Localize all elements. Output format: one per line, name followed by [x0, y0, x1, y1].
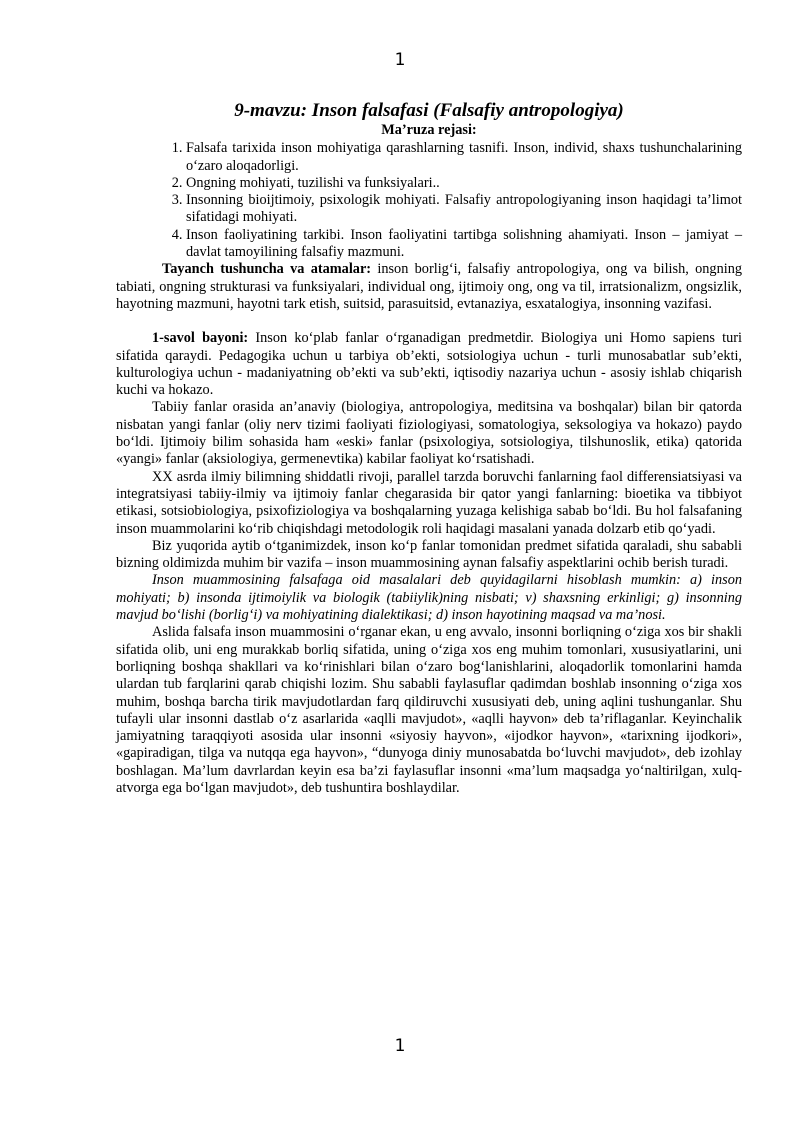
plan-item: 3. Insonning bioijtimoiy, psixologik mohiyati. Falsafiy antropologiyaning inson haqidagi ta’limot sifatidagi mohiyati.	[186, 192, 742, 227]
paragraph: Biz yuqorida aytib o‘tganimizdek, inson ko‘p fanlar tomonidan predmet sifatida qaraladi, shu sababli bizning oldimizda muhim bir vazifa – inson muammosining aynan falsafiy aspektlarini ochib berish turadi.	[116, 537, 742, 572]
plan-list	[116, 140, 742, 261]
plan-item: 2. Ongning mohiyati, tuzilishi va funksiyalari..	[186, 175, 742, 192]
spacer	[116, 313, 742, 330]
plan-heading: Ma’ruza rejasi:	[381, 122, 477, 138]
page-number-top: 1	[394, 50, 406, 70]
paragraph: Tabiiy fanlar orasida an’anaviy (biologiya, antropologiya, meditsina va boshqalar) bilan bir qatorda nisbatan yangi fanlar (oliy nerv tizimi faoliyati fiziologiyasi, somatologiya, seksologiya va hokazo) paydo bo‘ldi. Ijtimoiy bilim sohasida ham «eski» fanlar (psixologiya, sotsiologiya, tilshunoslik, etika) qatorida «yangi» fanlar (aksiologiya, germenevtika) kabilar faoliyat ko‘rsatishadi.	[116, 399, 742, 468]
page-title: 9-mavzu: Inson falsafasi (Falsafiy antropologiya)	[234, 100, 624, 121]
plan-item: 4. Inson faoliyatining tarkibi. Inson faoliyatini tartibga solishning ahamiyati. Inson – jamiyat – davlat tamoyilining falsafiy mazmuni.	[186, 227, 742, 262]
key-terms-paragraph	[116, 261, 742, 313]
page-number-bottom: 1	[394, 1036, 406, 1056]
paragraph-text: Inson ko‘plab fanlar o‘rganadigan predmetdir. Biologiya uni Homo sapiens turi sifatida qaraydi. Pedagogika uchun u tarbiya ob’ekti, sotsiologiya uchun - turli munosabatlar sub’ekti, kulturologiya uchun - madaniyatning ob’ekti va sub’ekti, iqtisodiy nazariya uchun - asosiy ishlab chiqarish kuchi va hokazo.	[116, 330, 743, 399]
key-terms-text: inson borlig‘i, falsafiy antropologiya, ong va bilish, ongning tabiati, ongning strukturasi va funksiyalari, individual ong, ijtimoiy ong, ong va til, irratsionalizm, ongsizlik, hayotning mazmuni, hayotni tark etish, suitsid, parasuitsid, evtanaziya, esxatalogiya, insonning vazifasi.	[116, 261, 742, 312]
italic-paragraph: Inson muammosining falsafaga oid masalalari deb quyidagilarni hisoblash mumkin: a) inson mohiyati; b) insonda ijtimoiylik va biologik (tabiiylik)ning nisbati; v) shaxsning erkinligi; g) insonning mavjud bo‘lishi (borlig‘i) va mohiyatining dialektikasi; d) inson hayotining maqsad va ma’nosi.	[116, 572, 742, 624]
document-body	[116, 100, 742, 797]
paragraph: Aslida falsafa inson muammosini o‘rganar ekan, u eng avvalo, insonni borliqning o‘ziga xos bir shakli sifatida olib, uni eng murakkab borliq sifatida, uning o‘ziga xos eng muhim tomonlari, xususiyatlarini, uni borliqning boshqa shakllari va ko‘rinishlari bilan o‘zaro bog‘lanishlarini, aloqadorlik tomonlarini hamda ulardan tub farqlarini qarab chiqishi lozim. Shu sababli faylasuflar qadimdan boshlab insonning o‘ziga xos muhim, boshqa barcha tirik mavjudotlardan farq qildiruvchi xususiyati deb, uning aqlini tushunganlar. Shu tufayli ular insonni dastlab o‘z asarlarida «aqlli mavjudot», «aqlli hayvon» deb ta’riflaganlar. Keyinchalik jamiyatning taraqqiyoti asosida ular insonni «siyosiy hayvon», «ijodkor hayvon», «tarixning ijodkori», «gapiradigan, tilga va nutqqa ega hayvon», “dunyoga diniy munosabatda bo‘luvchi mavjudot», deb izohlay boshlagan. Ma’lum davrlardan keyin esa ba’zi faylasuflar insonni «ma’lum maqsadga yo‘naltirilgan, xulq-atvorga ega bo‘lgan mavjudot», deb tushuntira boshlaydilar.	[116, 624, 742, 796]
paragraph	[116, 330, 742, 399]
key-terms-label: Tayanch tushuncha va atamalar:	[162, 261, 372, 278]
plan-item: 1. Falsafa tarixida inson mohiyatiga qarashlarning tasnifi. Inson, individ, shaxs tushunchalarining o‘zaro aloqadorligi.	[186, 140, 742, 175]
section-label: 1-savol bayoni:	[152, 330, 249, 347]
paragraph: XX asrda ilmiy bilimning shiddatli rivoji, parallel tarzda boruvchi fanlarning faol differensiatsiyasi va integratsiyasi tabiiy-ilmiy va ijtimoiy fanlar chegarasida bir qator yangi fanlarning: bioetika va tibbiyot etikasi, sotsiobiologiya, psixofiziologiya va boshqalarning yuzaga kelishiga sabab bo‘ldi. Bu hol falsafaning inson muammolarini ko‘rib chiqishdagi metodologik roli haqidagi masalani yanada dolzarb etib qo‘yadi.	[116, 468, 742, 537]
